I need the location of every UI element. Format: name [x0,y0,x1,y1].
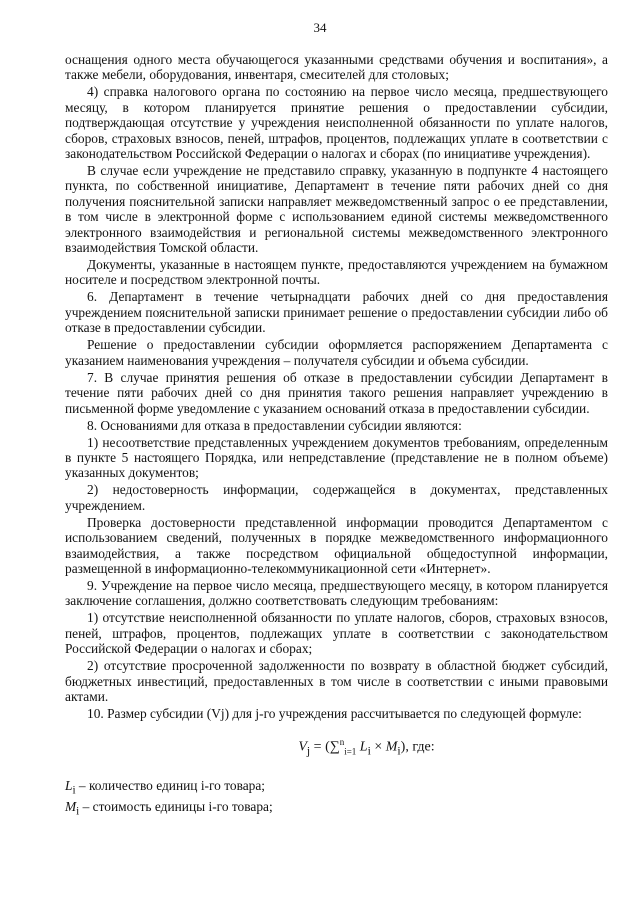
formula-lhs-sub: j [306,744,311,758]
definition-symbol-sub: i [76,805,80,818]
paragraph: Документы, указанные в настоящем пункте, предоставляются учреждением на бумажном носителе и посредством электронной почты. [65,257,608,288]
paragraph: 2) недостоверность информации, содержащейся в документах, представленных учреждением. [65,482,608,513]
paragraph: 6. Департамент в течение четырнадцати рабочих дней со дня предоставления учреждением пояснительной записки принимает решение о предоставлении субсидии либо об отказе в предоставлении субсидии. [65,289,608,336]
paragraph: В случае если учреждение не представило справку, указанную в подпункте 4 настоящего пункта, по собственной инициативе, Департамент в течение пяти рабочих дней со дня получения пояснительной записки направляет межведомственный запрос о ее представлении, в том числе в электронной форме с использованием единой системы межведомственного электронного взаимодействия и региональной системы межведомственного электронного взаимодействия Томской области. [65,163,608,256]
formula-suffix: , где: [405,740,435,756]
paragraph: 4) справка налогового органа по состоянию на первое число месяца, предшествующего месяцу, в котором планируется принятие решения о предоставлении субсидии, подтверждающая отсутствие у учреждения неисполненной обязанности по уплате налогов, сборов, страховых взносов, пеней, штрафов, процентов, подлежащих уплате в соответствии с законодательством Российской Федерации о налогах и сборах (по инициативе учреждения). [65,84,608,162]
paragraph: оснащения одного места обучающегося указанными средствами обучения и воспитания», а также мебели, оборудования, инвентаря, смесителей для столовых; [65,52,608,83]
formula-sum-lower: i=1 [344,746,357,757]
formula-term-m: M [385,740,398,756]
formula-term-m-sub: i [397,744,401,758]
definition-symbol: L [65,778,73,794]
definition-text: – стоимость единицы i-го товара; [79,799,273,815]
formula-definitions [65,778,608,820]
formula-times: × [370,740,386,756]
definition-symbol: M [65,799,77,815]
definition-symbol-sub: i [72,784,76,797]
paragraph: 8. Основаниями для отказа в предоставлении субсидии являются: [87,417,462,433]
definition-item [65,778,608,799]
formula-sum-upper: n [339,737,345,748]
paragraph: 1) несоответствие представленных учреждением документов требованиям, определенным в пункте 5 настоящего Порядка, или непредставление (представление не в полном объеме) указанных документов; [65,434,608,481]
paragraph: Проверка достоверности представленной информации проводится Департаментом с использованием сведений, полученных в порядке межведомственного информационного взаимодействия, а также посредством официальной общедоступной информации, размещенной в информационно-телекоммуникационной сети «Интернет». [65,514,608,576]
definition-item [65,799,608,820]
paragraph: 7. В случае принятия решения об отказе в предоставлении субсидии Департамент в течение пяти рабочих дней со дня принятия такого решения направляет учреждению в письменной форме уведомление с указанием оснований отказа в предоставлении субсидии. [65,369,608,416]
definition-text: – количество единиц i-го товара; [75,778,266,794]
formula-term-l: L [359,740,368,756]
formula-term-l-sub: i [367,744,371,758]
formula-equals: = ( [310,740,330,756]
formula-lhs: V [298,740,307,756]
document-body [65,52,608,820]
paragraph: 9. Учреждение на первое число месяца, предшествующего месяцу, в котором планируется заключение соглашения, должно соответствовать следующим требованиям: [65,577,608,609]
formula-sum-sign: ∑ [329,740,340,756]
subsidy-formula [125,735,608,760]
page-number: 34 [313,20,327,35]
paragraph: 1) отсутствие неисполненной обязанности по уплате налогов, сборов, страховых взносов, пеней, штрафов, процентов, подлежащих уплате в соответствии с законодательством Российской Федерации о налогах и сборах; [65,610,608,657]
paragraph: 2) отсутствие просроченной задолженности по возврату в областной бюджет субсидий, бюджетных инвестиций, предоставленных в том числе в соответствии с иными правовыми актами. [65,658,608,704]
paragraph: Решение о предоставлении субсидии оформляется распоряжением Департамента с указанием наименования учреждения – получателя субсидии и объема субсидии. [65,337,608,368]
formula-close: ) [400,740,406,756]
paragraph: 10. Размер субсидии (Vj) для j-го учреждения рассчитывается по следующей формуле: [87,705,582,721]
